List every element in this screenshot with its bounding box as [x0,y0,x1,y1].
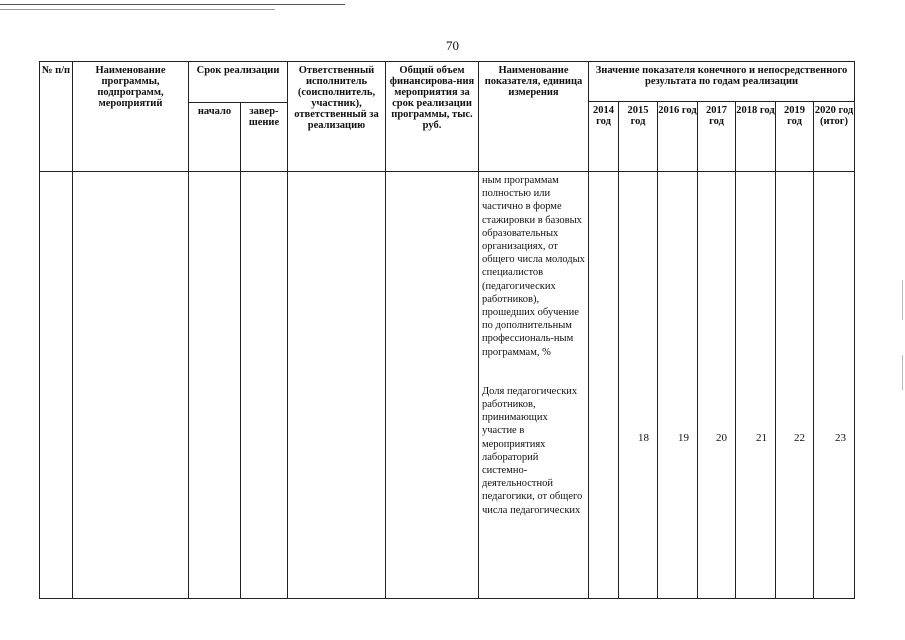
value-2019: 22 [776,172,814,599]
value-2017: 20 [698,172,736,599]
header-year-2014: 2014 год [589,102,619,172]
header-name: Наименование программы, подпрограмм, мероприятий [73,62,189,172]
header-year-2018: 2018 год [736,102,776,172]
header-values: Значение показателя конечного и непосредственного результата по годам реализации [589,62,855,102]
page-number: 70 [446,38,459,53]
table-row [40,172,855,599]
header-year-2015: 2015 год [619,102,658,172]
cell-responsible [288,172,386,599]
header-year-2020: 2020 год (итог) [814,102,855,172]
header-no: № п/п [40,62,73,172]
value-2020: 23 [814,172,855,599]
cell-end [241,172,288,599]
edge-mark [902,355,903,390]
value-2015: 18 [619,172,658,599]
cell-funding [386,172,479,599]
value-2018: 21 [736,172,776,599]
header-end: завер-шение [241,103,288,172]
indicator-2-text: Доля педагогических работников, принимающих участие в мероприятиях лабораторий системно-деятельностной педагогики, от общего числа педагогических [482,385,583,516]
header-year-2016: 2016 год [658,102,698,172]
cell-start [189,172,241,599]
program-table [39,61,855,599]
cell-indicator [479,172,589,599]
header-start: начало [189,103,241,172]
header-year-2017: 2017 год [698,102,736,172]
cell-no [40,172,73,599]
header-year-2019: 2019 год [776,102,814,172]
value-2016: 19 [658,172,698,599]
header-funding: Общий объем финансирова-ния мероприятия за срок реализации программы, тыс. руб. [386,62,479,172]
value-2014 [589,172,619,599]
edge-mark [902,280,903,320]
header-period: Срок реализации [189,62,288,103]
header-responsible: Ответственный исполнитель (соисполнитель, участник), ответственный за реализацию [288,62,386,172]
header-indicator: Наименование показателя, единица измерения [479,62,589,172]
cell-name [73,172,189,599]
top-rule [0,4,345,5]
top-rule-secondary [0,9,275,10]
indicator-1-text: ным программам полностью или частично в форме стажировки в базовых образовательных организациях, от общего числа молодых специалистов (педагогических работников), прошедших обучение по дополнительным профессиональ-ным программам, % [482,175,585,358]
